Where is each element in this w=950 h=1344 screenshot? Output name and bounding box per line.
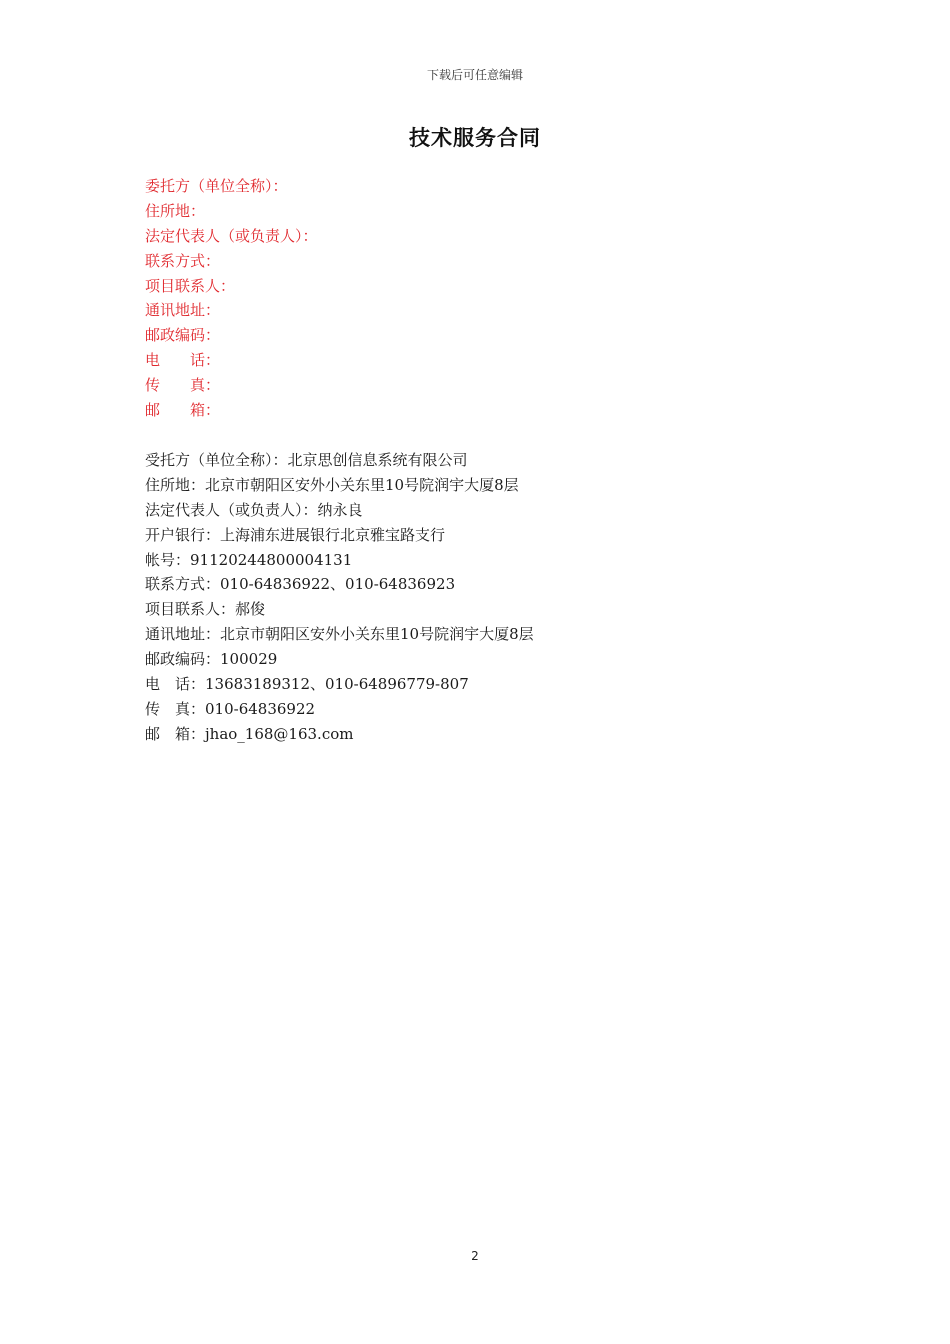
field-label: 通讯地址： [145, 301, 221, 320]
field-label: 联系方式： [145, 575, 221, 594]
client-info-section [145, 174, 318, 423]
client-name-line [145, 174, 318, 199]
field-value: 100029 [220, 650, 278, 669]
field-value: 010-64836922、010-64836923 [220, 575, 456, 594]
client-email-line [145, 398, 318, 423]
field-value: 纳永良 [317, 500, 363, 519]
provider-mailing-address-line [145, 622, 534, 647]
provider-postcode-line [145, 647, 534, 672]
field-label: 法定代表人（或负责人）： [145, 500, 318, 519]
field-value: 北京市朝阳区安外小关东里10号院润宇大厦8层 [220, 625, 534, 644]
client-fax-line [145, 373, 318, 398]
field-label: 电 话： [145, 351, 221, 370]
provider-email-line [145, 722, 534, 747]
field-value: jhao_168@163.com [205, 724, 354, 743]
provider-fax-line [145, 697, 534, 722]
provider-address-line [145, 473, 534, 498]
field-value: 北京思创信息系统有限公司 [287, 451, 468, 469]
field-label: 邮 箱： [145, 724, 206, 743]
field-value: 郝俊 [235, 600, 266, 619]
provider-phone-line [145, 672, 534, 697]
client-mailing-address-line [145, 298, 318, 323]
page-number: 2 [471, 1249, 479, 1263]
provider-bank-line [145, 523, 534, 548]
field-label: 法定代表人（或负责人）： [145, 226, 318, 245]
field-label: 住所地： [145, 201, 206, 220]
field-label: 联系方式： [145, 251, 221, 270]
field-label: 邮政编码： [145, 650, 221, 669]
provider-name-line [145, 448, 534, 473]
field-label: 开户银行： [145, 525, 221, 544]
client-address-line [145, 199, 318, 224]
field-label: 帐号： [145, 550, 191, 569]
field-value: 北京市朝阳区安外小关东里10号院润宇大厦8层 [205, 475, 519, 494]
field-value: 91120244800004131 [190, 550, 353, 569]
field-label: 项目联系人： [145, 276, 236, 295]
field-value: 上海浦东进展银行北京雅宝路支行 [220, 525, 446, 544]
provider-info-section [145, 448, 534, 747]
provider-legal-rep-line [145, 498, 534, 523]
header-note: 下载后可任意编辑 [426, 68, 523, 82]
provider-contact-line [145, 572, 534, 597]
field-label: 通讯地址： [145, 625, 221, 644]
provider-account-line [145, 548, 534, 573]
field-value: 13683189312、010-64896779-807 [205, 675, 469, 694]
field-label: 住所地： [145, 475, 206, 494]
field-label: 传 真： [145, 699, 206, 718]
provider-project-contact-line [145, 597, 534, 622]
field-label: 受托方（单位全称）： [145, 451, 288, 469]
field-value: 010-64836922 [205, 699, 316, 718]
field-label: 传 真： [145, 376, 221, 395]
field-label: 邮 箱： [145, 401, 221, 420]
client-postcode-line [145, 323, 318, 348]
field-label: 项目联系人： [145, 600, 236, 619]
client-phone-line [145, 348, 318, 373]
field-label: 委托方（单位全称）： [145, 177, 288, 195]
field-label: 邮政编码： [145, 326, 221, 345]
client-project-contact-line [145, 274, 318, 299]
document-title: 技术服务合同 [409, 126, 541, 150]
client-legal-rep-line [145, 224, 318, 249]
field-label: 电 话： [145, 675, 206, 694]
client-contact-line [145, 249, 318, 274]
